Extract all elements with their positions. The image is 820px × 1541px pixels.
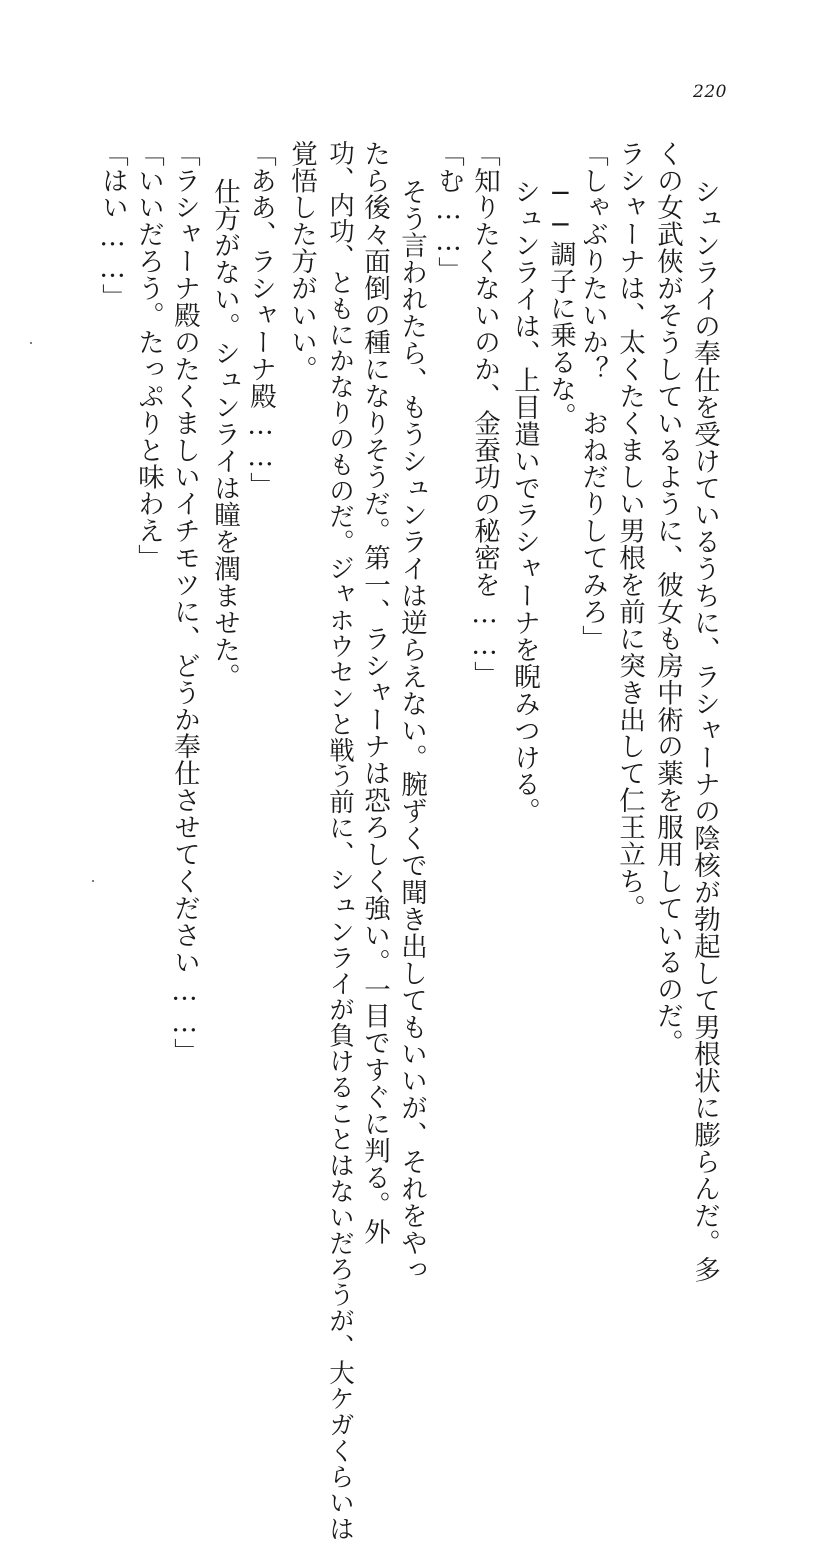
text-line-11: 功、内功、ともにかなりのものだ。ジャホウセンと戦う前に、シュンライが負けることはないだろうが、大ケガくらいは — [325, 140, 355, 1541]
text-line-14: 仕方がない。シュンライは瞳を潤ませた。 — [209, 178, 240, 691]
text-line-6: シュンライは、上目遣いでラシャーナを睨みつける。 — [509, 178, 540, 825]
text-line-17: 「はい……」 — [97, 140, 128, 311]
page-number: 220 — [693, 82, 727, 102]
text-line-3: ラシャーナは、太くたくましい男根を前に突き出して仁王立ち。 — [614, 140, 645, 922]
text-line-4: 「しゃぶりたいか？ おねだりしてみろ」 — [577, 140, 608, 653]
scan-speck — [30, 342, 32, 344]
text-line-10: たら後々面倒の種になりそうだ。第一、ラシャーナは恐ろしく強い。一目ですぐに判る。外 — [359, 140, 390, 1245]
text-line-9: そう言われたら、もうシュンライは逆らえない。腕ずくで聞き出してもいいが、それをやっ — [396, 178, 427, 1283]
text-line-2: くの女武俠がそうしているように、彼女も房中術の薬を服用しているのだ。 — [652, 140, 683, 1057]
text-line-16: 「いいだろう。たっぷりと味わえ」 — [133, 140, 164, 572]
text-line-8: 「む……」 — [433, 140, 464, 284]
scan-speck — [92, 880, 94, 882]
text-line-1: シュンライの奉仕を受けているうちに、ラシャーナの陰核が勃起して男根状に膨らんだ。多 — [689, 178, 720, 1283]
text-line-12: 覚悟した方がいい。 — [286, 140, 317, 383]
text-line-7: 「知りたくないのか、金蚕功の秘密を……」 — [469, 140, 500, 688]
text-line-15: 「ラシャーナ殿のたくましいイチモツに、どうか奉仕させてください……」 — [169, 140, 200, 1066]
text-line-13: 「ああ、ラシャーナ殿……」 — [245, 140, 276, 500]
text-line-5: ──調子に乗るな。 — [545, 178, 576, 430]
